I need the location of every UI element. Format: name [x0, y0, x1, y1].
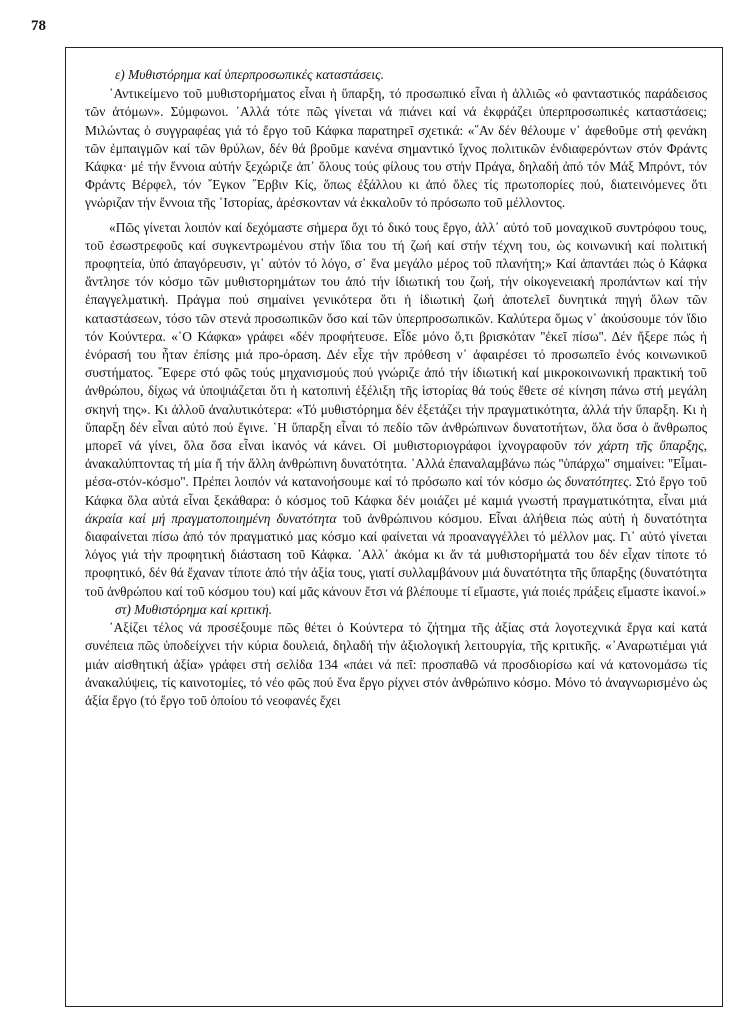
paragraph-2-text-d: τοῦ ἀνθρώπινου κόσμου. Εἶναι ἀλήθεια πώς αὐτή ἡ δυνατότητα διαφαίνεται πίσω ἀπό τόν πραγματικό μας κόσμο καί φαίνεται νά προαναγγέλλει τό μέλλον μας. Γι᾿ αὐτό γίνεται λόγος γιά τήν προφητική διάσταση τοῦ Κάφκα. ᾿Αλλ᾿ ἀκόμα κι ἄν τά μυθιστορήματά του δέν εἶχαν τίποτε τό προφητικό, δέν θά ἔχαναν τίποτε ἀπό τήν ἀξία τους, γιατί συλλαμβάνουν μιά δυνατότητα τῆς ὕπαρξης (δυνατότητα τοῦ ἀνθρώπου καί τοῦ κόσμου του) καί μᾶς κάνουν ἔτσι νά βλέπουμε τί εἴμαστε, γιά ποιές πράξεις εἴμαστε ἱκανοί.»	[85, 510, 708, 599]
paragraph-2	[85, 219, 707, 601]
page-number: 78	[31, 18, 46, 34]
paragraph-2-text-c: . Στό ἔργο τοῦ Κάφκα ὅλα αὐτά εἶναι ξεκάθαρα: ὁ κόσμος τοῦ Κάφκα δέν μοιάζει μέ καμιά γνωστή πραγματικότητα, εἶναι μιά	[85, 474, 707, 508]
paragraph-2-italic-3: ἀκραία καί μή πραγματοποιημένη δυνατότητα	[85, 510, 337, 526]
section-heading-st: στ) Μυθιστόρημα καί κριτική.	[115, 601, 273, 617]
section-heading-e: ε) Μυθιστόρημα καί ὑπερπροσωπικές καταστάσεις.	[115, 67, 384, 82]
paragraph-3: ᾿Αξίζει τέλος νά προσέξουμε πῶς θέτει ὁ Κούντερα τό ζήτημα τῆς ἀξίας στά λογοτεχνικά ἔργα καί κατά συνέπεια πῶς ὑποδείχνει τήν κύρια δουλειά, δηλαδή τήν ἀξιολογική λειτουργία, τῆς κριτικῆς. «᾿Αναρωτιέμαι γιά μιάν αἰσθητική ἀξία» γράφει στή σελίδα 134 «πάει νά πεῖ: προσπαθῶ νά προσδιορίσω καί νά κατονομάσω τίς ἀνακαλύψεις, τίς καινοτομίες, τό νέο φῶς πού ἕνα ἔργο ρίχνει στόν ἀνθρώπινο κόσμο. Μόνο τό ἀναγνωρισμένο ὡς ἀξία ἔργο (τό ἔργο τοῦ ὁποίου τό νεοφανές ἔχει	[85, 620, 707, 708]
paragraph-2-text-a: «Πῶς γίνεται λοιπόν καί δεχόμαστε σήμερα ὄχι τό δικό τους ἔργο, ἀλλ᾿ αὐτό τοῦ μοναχικοῦ συντρόφου τους, τοῦ ἐσωστρεφοῦς καί συγκεντρωμένου στήν ἴδια του τή ζωή καί στήν τέχνη του, ὡς κοινωνική καί πολιτική προφητεία, ὑπό ἀπαγόρευσιν, γι᾿ αὐτόν τό λόγο, σ᾿ ἕνα μεγάλο μέρος τοῦ πλανήτη;» Καί ἀπαντάει πώς ὁ Κάφκα ἄντλησε τόν κόσμο τῶν μυθιστορημάτων του ἀπό τήν ἰδιωτική του ζωή, τήν οἰκογενειακή προπάντων καί τήν ἐπαγγελματική. Πράγμα πού σημαίνει γενικότερα ὅτι ἡ ἰδιωτική ζωή ἀποτελεῖ δυνητικά πηγή ὅλων τῶν καταστάσεων, τόσο τῶν στενά προσωπικῶν ὅσο καί τῶν ὑπερπροσωπικῶν. Καλύτερα ὅμως ν᾿ ἀκούσουμε τόν ἴδιο τόν Κούντερα. «῾Ο Κάφκα» γράφει «δέν προφήτευσε. Εἶδε μόνο ὅ,τι βρισκόταν ''ἐκεῖ πίσω''. Δέν ἤξερε πώς ἡ ἐνόρασή του ἦταν ἐπίσης μιά προ-όραση. Δέν εἶχε τήν πρόθεση ν᾿ ἀφαιρέσει τό προσωπεῖο ἑνός κοινωνικοῦ συστήματος. ῎Εφερε στό φῶς τούς μηχανισμούς πού γνώριζε ἀπό τήν ἰδιωτική καί μικροκοινωνική πρακτική τοῦ ἀνθρώπου, δίχως νά ὑποψιάζεται ὅτι ἡ κατοπινή ἐξέλιξη τῆς ἱστορίας θά τούς ἔθετε σέ κίνηση πάνω στή μεγάλη σκηνή της». Κι ἀλλοῦ ἀναλυτικότερα: «Τό μυθιστόρημα δέν ἐξετάζει τήν πραγματικότητα, ἀλλά τήν ὕπαρξη. Κι ἡ ὕπαρξη δέν εἶναι αὐτό πού ἔγινε. ῾Η ὕπαρξη εἶναι τό πεδίο τῶν ἀνθρώπινων δυνατοτήτων, ὅλα ὅσα ὁ ἄνθρωπος μπορεῖ νά γίνει, ὅλα ὅσα εἶναι ἱκανός νά κάνει. Οἱ μυθιστοριογράφοι ἰχνογραφοῦν	[85, 219, 707, 454]
paragraph-1: ᾿Αντικείμενο τοῦ μυθιστορήματος εἶναι ἡ ὕπαρξη, τό προσωπικό εἶναι ἡ ἀλλιῶς «ὁ φανταστικός παράδεισος τῶν ἀτόμων». Σύμφωνοι. ᾿Αλλά τότε πῶς γίνεται νά πιάνει καί νά ἐκφράζει ὑπερπροσωπικές καταστάσεις; Μιλώντας ὁ συγγραφέας γιά τό ἔργο τοῦ Κάφκα παρατηρεῖ σχετικά: «῞Αν δέν θέλουμε ν᾿ ἀφεθοῦμε στή φενάκη τῶν ἐμπαιγμῶν καί τῶν θρύλων, δέν θά βροῦμε κανένα σημαντικό ἴχνος πολιτικῶν ἐνδιαφερόντων στόν Φράντς Κάφκα· μέ τήν ἔννοια αὐτήν ξεχώριζε ἀπ᾿ ὅλους τούς φίλους του στήν Πράγα, δηλαδή ἀπό τόν Μάξ Μπρόντ, τόν Φράντς Βέρφελ, τόν ῎Εγκον ῎Ερβιν Κίς, ὅπως ἐξάλλου κι ἀπό ὅλες τίς πρωτοπορίες πού, διατεινόμενες ὅτι γνώριζαν τήν ἔννοια τῆς ῾Ιστορίας, ἀρέσκονταν νά ἐκκαλοῦν τό πρόσωπο τοῦ μέλλοντος.	[85, 86, 707, 211]
paragraph-2-italic-2: δυνατότητες	[564, 474, 629, 490]
paragraph-2-italic-1: τόν χάρτη τῆς ὕπαρξης	[573, 438, 704, 454]
page-content	[85, 66, 707, 710]
paragraph-2-text-b: , ἀνακαλύπτοντας τή μία ἤ τήν ἄλλη ἀνθρώπινη δυνατότητα. ᾿Αλλά ἐπαναλαμβάνω πώς ''ὑπάρχω'' σημαίνει: ''Εἶμαι-μέσα-στόν-κόσμο''. Πρέπει λοιπόν νά κατανοήσουμε καί τό πρόσωπο καί τόν κόσμο ὡς	[85, 438, 707, 490]
